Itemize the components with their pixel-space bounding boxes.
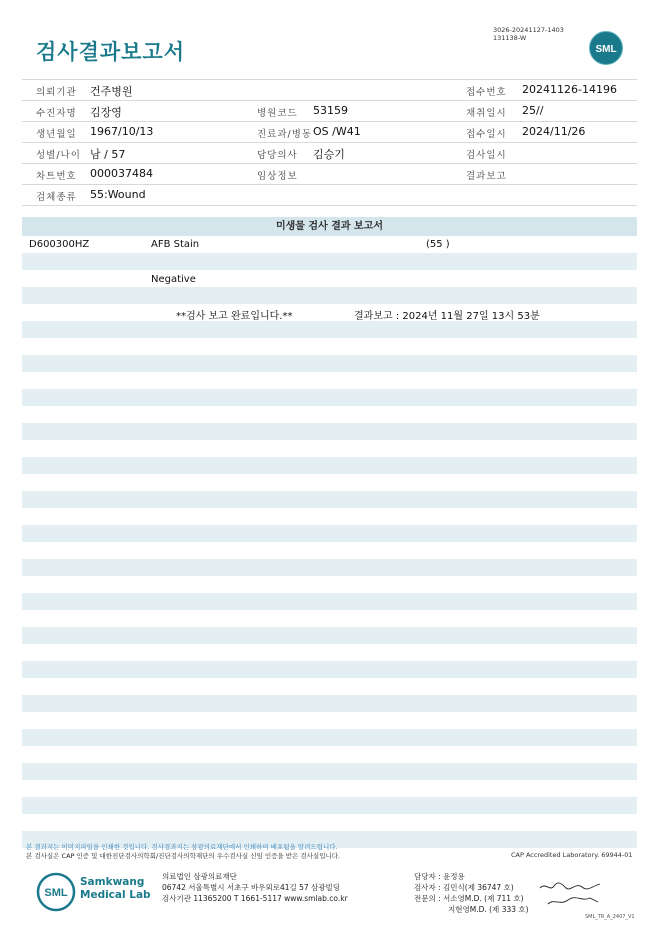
info-row-1: [22, 79, 637, 101]
result-row-stripe: [22, 695, 637, 712]
sex-age-label: 성별/나이: [36, 150, 81, 161]
hospital-code-label: 병원코드: [257, 108, 298, 119]
org-name: 의료법인 삼광의료재단: [162, 872, 237, 881]
info-row-3: [22, 122, 637, 143]
doctor-value: 김승기: [313, 148, 345, 161]
info-row-6: [22, 185, 637, 206]
signature-image: [538, 880, 608, 910]
sml-logo: [588, 30, 624, 66]
result-row-stripe: [22, 627, 637, 644]
lab-name-line2: Medical Lab: [80, 889, 151, 901]
report-title: 검사결과보고서: [36, 40, 186, 64]
department-label: 진료과/병동: [257, 129, 313, 140]
lab-logo: [36, 872, 76, 912]
result-row-stripe: [22, 661, 637, 678]
institution-label: 의뢰기관: [36, 87, 77, 98]
collection-date-value: 25//: [522, 104, 544, 117]
birthdate-value: 1967/10/13: [90, 125, 154, 138]
chart-no-label: 차트번호: [36, 171, 77, 182]
report-code-line2: 131138-W: [493, 34, 527, 42]
receipt-date-value: 2024/11/26: [522, 125, 586, 138]
result-row-stripe: [22, 593, 637, 610]
result-row-stripe: [22, 797, 637, 814]
test-code: D600300HZ: [29, 239, 90, 250]
lab-address: [162, 871, 348, 904]
hospital-code-value: 53159: [313, 104, 348, 117]
info-row-2: [22, 101, 637, 122]
org-contact: 검사기관 11365200 T 1661-5117 www.smlab.co.kr: [162, 894, 348, 903]
test-name: AFB Stain: [151, 239, 200, 250]
result-row-stripe: [22, 525, 637, 542]
result-row-stripe: [22, 423, 637, 440]
report-time: 결과보고 : 2024년 11월 27일 13시 53분: [354, 311, 540, 322]
result-row-stripe: [22, 253, 637, 270]
result-row-stripe: [22, 491, 637, 508]
receipt-no-value: 20241126-14196: [522, 83, 617, 96]
receipt-no-label: 접수번호: [466, 87, 507, 98]
patient-name-value: 김장영: [90, 106, 122, 119]
receipt-date-label: 접수일시: [466, 129, 507, 140]
lab-logo-text: SML: [44, 887, 68, 899]
lab-name-line1: Samkwang: [80, 876, 145, 888]
result-row-stripe: [22, 287, 637, 304]
staff-manager: 담당자 : 윤정용: [414, 872, 465, 881]
result-row-stripe: [22, 389, 637, 406]
org-address: 06742 서울특별시 서초구 바우뫼로41길 57 삼광빌딩: [162, 883, 341, 892]
patient-name-label: 수진자명: [36, 108, 77, 119]
specimen-label: 검체종류: [36, 192, 77, 203]
staff-tester: 검사자 : 김민식(제 36747 호): [414, 883, 514, 892]
staff-specialist-2: 지현영M.D. (제 333 호): [448, 905, 529, 914]
department-value: OS /W41: [313, 125, 361, 138]
birthdate-label: 생년월일: [36, 129, 77, 140]
specimen-value: 55:Wound: [90, 188, 146, 201]
test-date-label: 검사일시: [466, 150, 507, 161]
result-value: Negative: [151, 274, 196, 285]
patient-info-table: [22, 79, 637, 206]
result-row-stripe: [22, 559, 637, 576]
report-code-line1: 3026-20241127-1403: [493, 26, 564, 34]
collection-date-label: 채취일시: [466, 108, 507, 119]
institution-value: 건주병원: [90, 85, 133, 98]
doctor-label: 담당의사: [257, 150, 298, 161]
result-row-stripe: [22, 457, 637, 474]
lab-name: [80, 876, 151, 902]
result-row-stripe: [22, 355, 637, 372]
report-code: [493, 26, 564, 42]
cap-accreditation: CAP Accredited Laboratory. 69944-01: [511, 851, 633, 859]
results-banner: 미생물 검사 결과 보고서: [22, 217, 637, 236]
result-report-label: 결과보고: [466, 171, 507, 182]
clinical-info-label: 임상정보: [257, 171, 298, 182]
report-complete-text: **검사 보고 완료입니다.**: [176, 311, 293, 322]
info-row-5: [22, 164, 637, 185]
sex-age-value: 남 / 57: [90, 148, 126, 161]
result-row-stripe: [22, 763, 637, 780]
result-row-stripe: [22, 321, 637, 338]
staff-specialist-1: 전문의 : 서소영M.D. (제 711 호): [414, 894, 524, 903]
result-row-stripe: [22, 729, 637, 746]
footer-note-cap: 본 검사실은 CAP 인증 및 대한진단검사의학회/진단검사의학재단의 우수검사실 신임 인증을 받은 검사실입니다.: [26, 852, 341, 860]
form-code: SML_TR_A_2407_V1: [585, 914, 635, 920]
sml-logo-text: SML: [595, 44, 617, 55]
test-extra: (55 ): [426, 239, 450, 250]
staff-list: [414, 871, 529, 915]
info-row-4: [22, 143, 637, 164]
footer-note-image: 본 결과지는 이미지파일을 인쇄한 것입니다. 검사결과지는 삼광의료재단에서 인쇄하여 배포됨을 알려드립니다.: [26, 843, 338, 851]
chart-no-value: 000037484: [90, 167, 153, 180]
